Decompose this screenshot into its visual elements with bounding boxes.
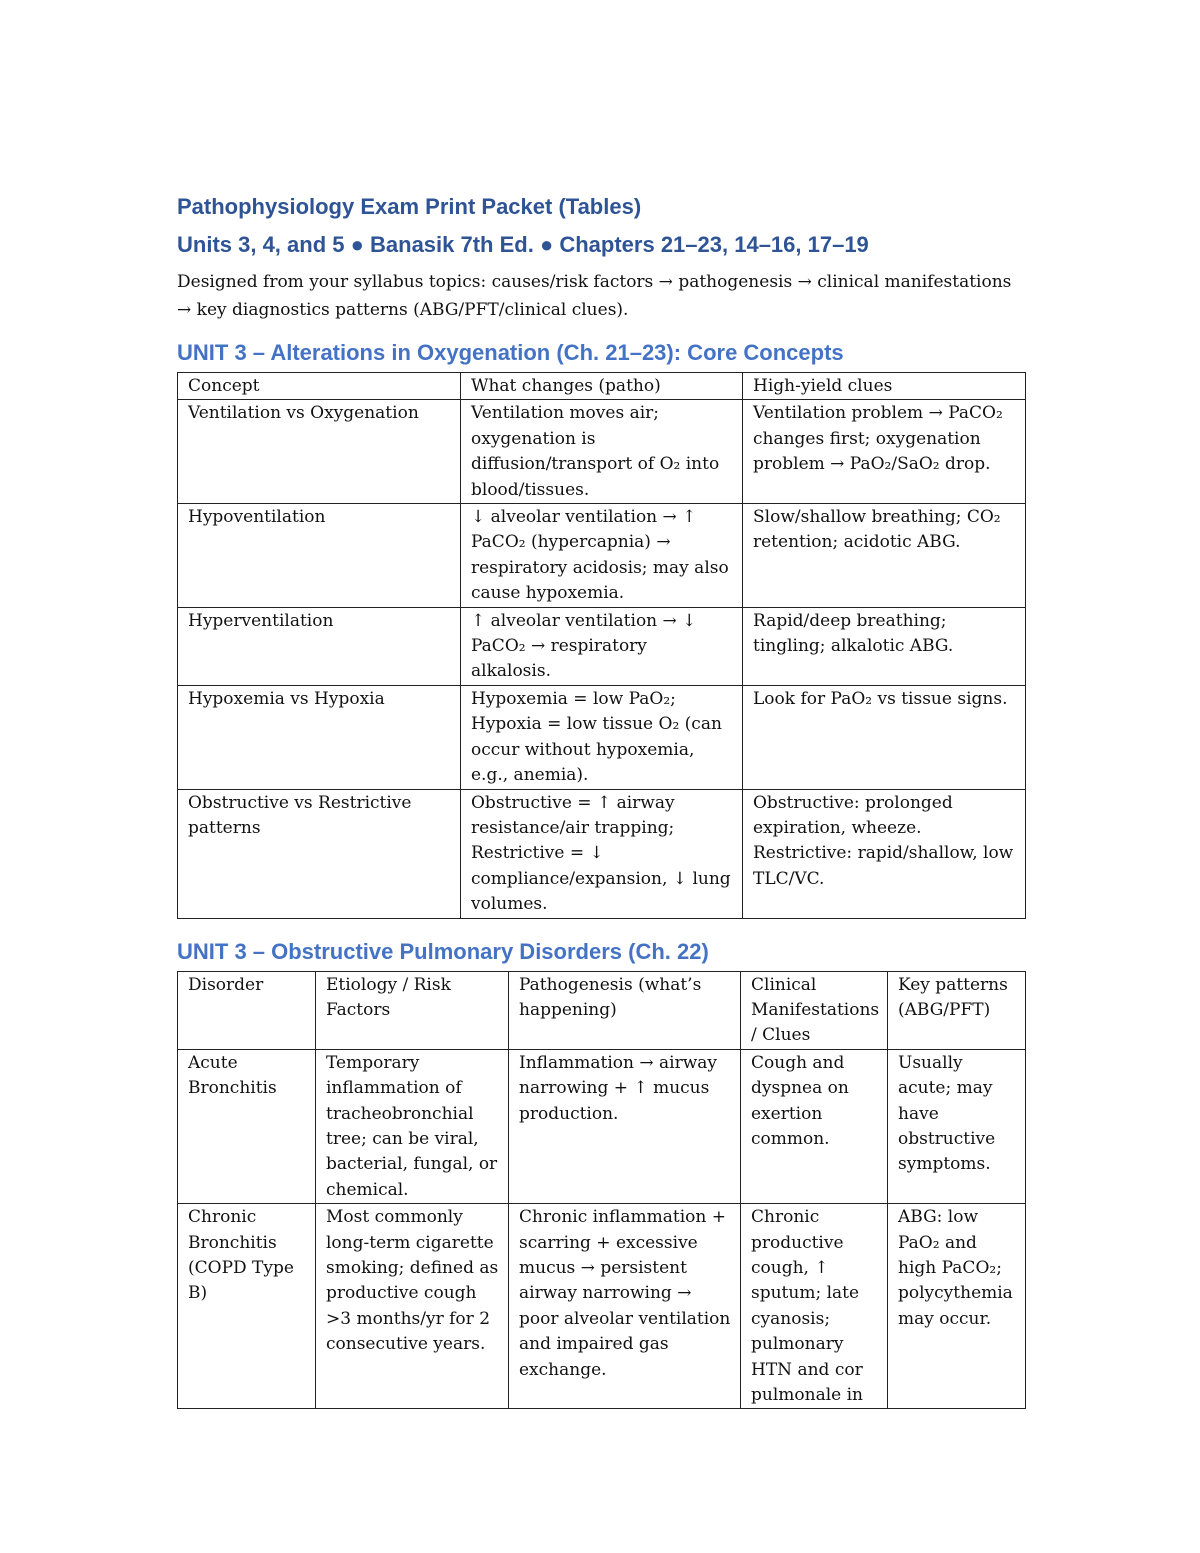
table-row: [178, 504, 1026, 608]
document-page: [177, 190, 1025, 1409]
table-cell: Usually acute; may have obstructive symptoms.: [888, 1049, 1026, 1203]
table-cell: Cough and dyspnea on exertion common.: [741, 1049, 888, 1203]
table-cell: ↓ alveolar ventilation → ↑ PaCO₂ (hypercapnia) → respiratory acidosis; may also cause hypoxemia.: [461, 504, 743, 608]
table-cell: Obstructive = ↑ airway resistance/air trapping; Restrictive = ↓ compliance/expansion, ↓ lung volumes.: [461, 789, 743, 918]
intro-text: Designed from your syllabus topics: causes/risk factors → pathogenesis → clinical manifestations → key diagnostics patterns (ABG/PFT/clinical clues).: [177, 272, 1012, 320]
header-cell: Etiology / Risk Factors: [316, 971, 509, 1049]
table-cell: ABG: low PaO₂ and high PaCO₂; polycythemia may occur.: [888, 1204, 1026, 1409]
table-cell: Hypoxemia vs Hypoxia: [178, 685, 461, 789]
table-cell: Rapid/deep breathing; tingling; alkalotic ABG.: [743, 607, 1026, 685]
table-cell: Temporary inflammation of tracheobronchial tree; can be viral, bacterial, fungal, or chemical.: [316, 1049, 509, 1203]
table-cell: ↑ alveolar ventilation → ↓ PaCO₂ → respiratory alkalosis.: [461, 607, 743, 685]
table-cell: Most commonly long-term cigarette smoking; defined as productive cough >3 months/yr for 2 consecutive years.: [316, 1204, 509, 1409]
table-cell: Look for PaO₂ vs tissue signs.: [743, 685, 1026, 789]
table-cell: Slow/shallow breathing; CO₂ retention; acidotic ABG.: [743, 504, 1026, 608]
table-row: [178, 400, 1026, 504]
header-cell: Clinical Manifestations / Clues: [741, 971, 888, 1049]
table-row: [178, 607, 1026, 685]
section-title-core-concepts: UNIT 3 – Alterations in Oxygenation (Ch. 21–23): Core Concepts: [177, 340, 844, 365]
table-cell: Inflammation → airway narrowing + ↑ mucus production.: [509, 1049, 741, 1203]
table-cell: Ventilation vs Oxygenation: [178, 400, 461, 504]
table-cell: Acute Bronchitis: [178, 1049, 316, 1203]
table-cell: Chronic Bronchitis (COPD Type B): [178, 1204, 316, 1409]
header-cell: High-yield clues: [743, 373, 1026, 400]
table-cell: Hypoxemia = low PaO₂; Hypoxia = low tissue O₂ (can occur without hypoxemia, e.g., anemia).: [461, 685, 743, 789]
page-subtitle: Units 3, 4, and 5 ● Banasik 7th Ed. ● Chapters 21–23, 14–16, 17–19: [177, 232, 869, 257]
table-row: [178, 1049, 1026, 1203]
core-concepts-table: [177, 372, 1026, 919]
header-cell: Concept: [178, 373, 461, 400]
obstructive-disorders-table: [177, 971, 1026, 1410]
table-cell: Hyperventilation: [178, 607, 461, 685]
table-cell: Hypoventilation: [178, 504, 461, 608]
table-cell: Ventilation moves air; oxygenation is diffusion/transport of O₂ into blood/tissues.: [461, 400, 743, 504]
table-cell: Obstructive: prolonged expiration, wheeze. Restrictive: rapid/shallow, low TLC/VC.: [743, 789, 1026, 918]
table-cell: Chronic inflammation + scarring + excessive mucus → persistent airway narrowing → poor alveolar ventilation and impaired gas exchange.: [509, 1204, 741, 1409]
table-cell: Ventilation problem → PaCO₂ changes first; oxygenation problem → PaO₂/SaO₂ drop.: [743, 400, 1026, 504]
table-row: [178, 1204, 1026, 1409]
header-cell: Disorder: [178, 971, 316, 1049]
section-title-obstructive-disorders: UNIT 3 – Obstructive Pulmonary Disorders (Ch. 22): [177, 938, 709, 964]
header-cell: Key patterns (ABG/PFT): [888, 971, 1026, 1049]
table-cell: Chronic productive cough, ↑ sputum; late cyanosis; pulmonary HTN and cor pulmonale in: [741, 1204, 888, 1409]
table-header-row: [178, 373, 1026, 400]
page-title: Pathophysiology Exam Print Packet (Tables): [177, 194, 642, 219]
header-cell: What changes (patho): [461, 373, 743, 400]
table-header-row: [178, 971, 1026, 1049]
table-row: [178, 685, 1026, 789]
table-row: [178, 789, 1026, 918]
table-cell: Obstructive vs Restrictive patterns: [178, 789, 461, 918]
header-cell: Pathogenesis (what’s happening): [509, 971, 741, 1049]
